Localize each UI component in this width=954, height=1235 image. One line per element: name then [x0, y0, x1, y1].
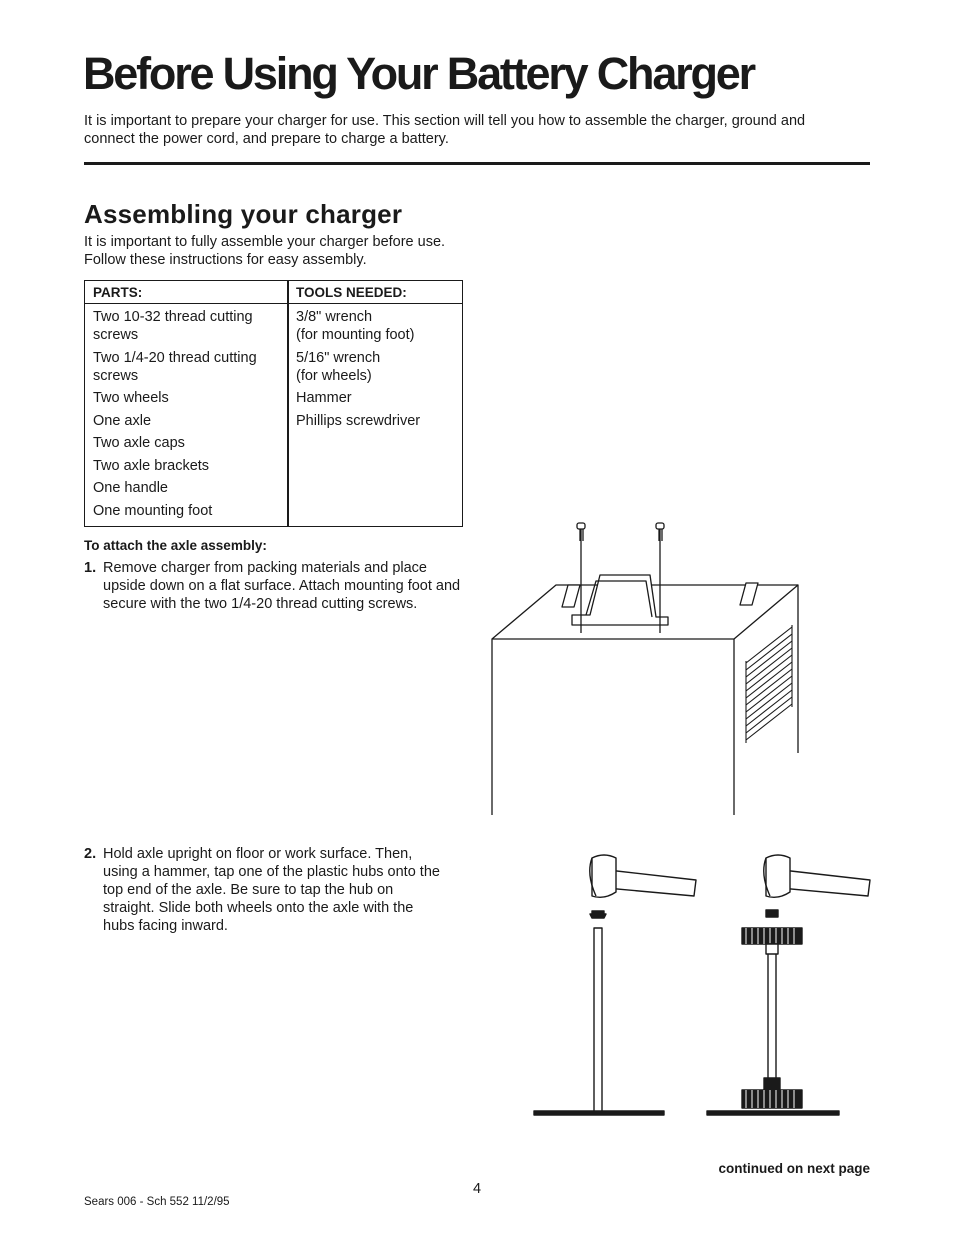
list-item: One mounting foot	[93, 502, 213, 519]
divider-rule	[84, 162, 870, 165]
list-item: Two wheels	[93, 390, 169, 406]
step-2	[84, 845, 464, 945]
list-item: Two axle brackets	[93, 457, 210, 474]
parts-list	[93, 308, 279, 524]
page-number: 4	[473, 1181, 482, 1197]
step-text: Remove charger from packing materials and place upside down on a flat surface. Attach mounting foot and secure with the two 1/4-20 thread cutting screws.	[103, 560, 461, 612]
intro-paragraph: It is important to prepare your charger for use. This section will tell you how to assemble the charger, ground and connect the power cord, and prepare to charge a battery.	[84, 113, 806, 147]
list-item: Two 1/4-20 thread cutting screws	[93, 349, 257, 384]
axle-hub-illustration	[530, 848, 875, 1123]
step-number: 1.	[84, 560, 97, 576]
parts-tools-table	[84, 280, 463, 527]
list-item: Two axle caps	[93, 435, 185, 451]
tools-list	[296, 308, 456, 434]
page-title: Before Using Your Battery Charger	[83, 48, 754, 99]
charger-mounting-foot-illustration	[470, 515, 815, 820]
hammer-icon	[764, 855, 870, 897]
list-item: One axle	[93, 412, 152, 429]
attach-heading: To attach the axle assembly:	[84, 538, 267, 553]
list-item: 3/8" wrench (for mounting foot)	[296, 309, 415, 343]
section-heading: Assembling your charger	[84, 199, 403, 229]
step-number: 2.	[84, 846, 97, 862]
step-text: Hold axle upright on floor or work surface. Then, using a hammer, tap one of the plastic hubs onto the top end of the axle. Be sure to tap the hub on straight. Slide both wheels onto the axle with the hubs facing inward.	[103, 846, 440, 934]
parts-header: PARTS:	[93, 285, 143, 300]
step-1	[84, 559, 464, 639]
list-item: 5/16" wrench (for wheels)	[296, 349, 381, 384]
list-item: One handle	[93, 480, 168, 496]
list-item: Two 10-32 thread cutting screws	[93, 309, 253, 343]
tools-header: TOOLS NEEDED:	[296, 285, 407, 300]
list-item: Phillips screwdriver	[296, 412, 421, 429]
list-item: Hammer	[296, 390, 352, 406]
footer-code: Sears 006 - Sch 552 11/2/95	[84, 1196, 230, 1208]
continued-note: continued on next page	[718, 1161, 870, 1176]
table-column-divider	[287, 281, 289, 526]
hammer-icon	[590, 855, 696, 897]
section-intro: It is important to fully assemble your charger before use. Follow these instructions for easy assembly.	[84, 234, 446, 268]
